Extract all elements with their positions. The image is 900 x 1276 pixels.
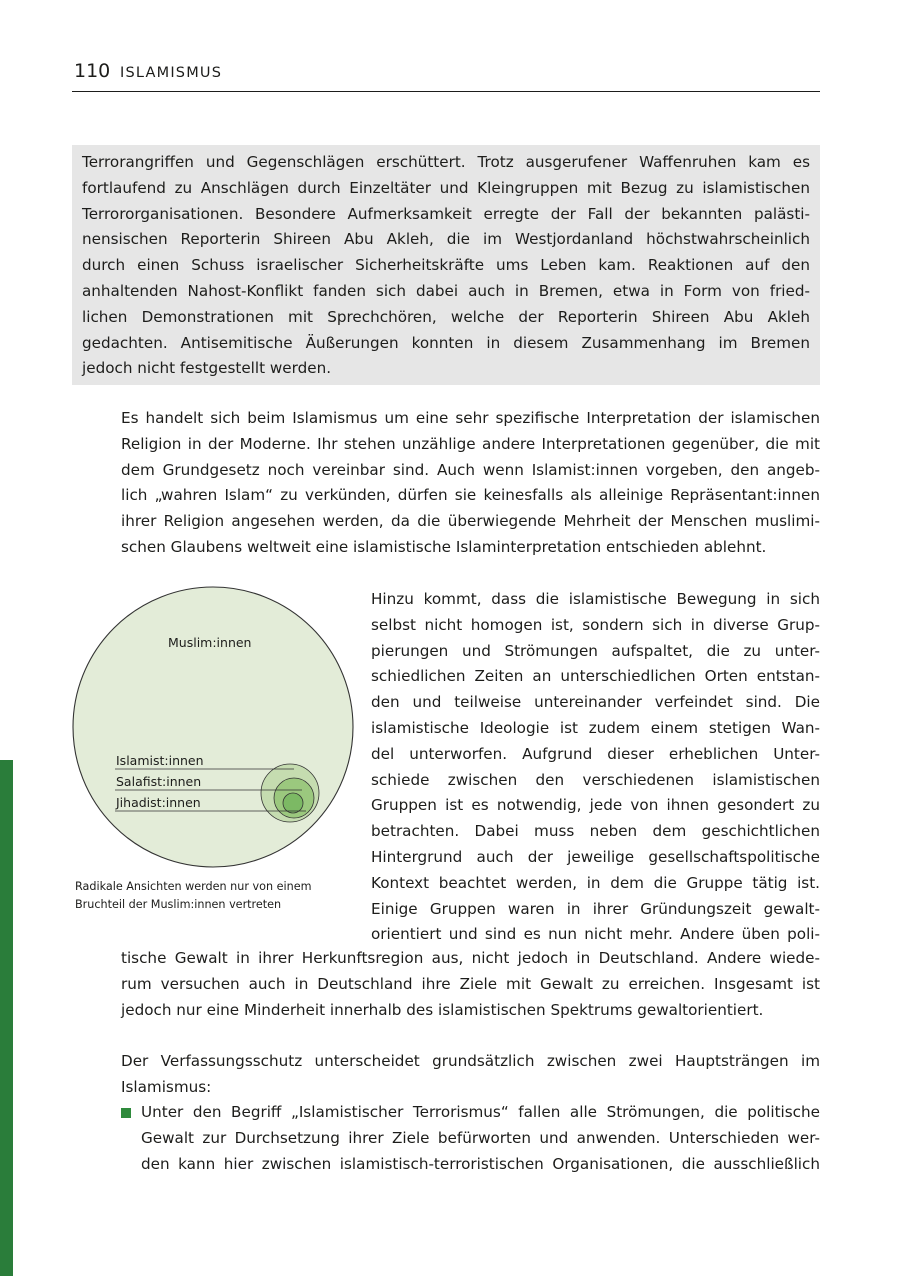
- text-line: durch einen Schuss israelischer Sicherheitskräfte ums Leben kam. Reaktionen auf den: [82, 256, 810, 275]
- text-line: selbst nicht homogen ist, sondern sich in diverse Grup-: [371, 615, 820, 634]
- text-line: islamistische Ideologie ist zudem einem stetigen Wan-: [371, 718, 820, 737]
- text-line: nensischen Reporterin Shireen Abu Akleh, die im Westjordanland höchstwahrscheinlich: [82, 230, 810, 249]
- text-line: Einige Gruppen waren in ihrer Gründungszeit gewalt-: [371, 899, 820, 918]
- text-line: lich „wahren Islam“ zu verkünden, dürfen sie keinesfalls als alleinige Repräsentant:innen: [121, 486, 820, 505]
- paragraph-movement-wrapped: [371, 587, 820, 948]
- text-line: lichen Demonstrationen mit Sprechchören, welche der Reporterin Shireen Abu Akleh: [82, 307, 810, 326]
- text-line: Unter den Begriff „Islamistischer Terrorismus“ fallen alle Strömungen, die politische: [141, 1103, 820, 1121]
- text-line: schiedlichen Zeiten an unterschiedlichen Orten entstan-: [371, 667, 820, 686]
- text-line: Der Verfassungsschutz unterscheidet grundsätzlich zwischen zwei Hauptsträngen im: [121, 1052, 820, 1070]
- text-line: betrachten. Dabei muss neben dem geschichtlichen: [371, 822, 820, 841]
- text-line: rum versuchen auch in Deutschland ihre Ziele mit Gewalt zu erreichen. Insgesamt ist: [121, 974, 820, 993]
- text-line: anhaltenden Nahost-Konflikt fanden sich dabei auch in Bremen, etwa in Form von fried-: [82, 281, 810, 300]
- paragraph-verfassungsschutz: [121, 1049, 820, 1101]
- text-line: Hintergrund auch der jeweilige gesellschaftspolitische: [371, 847, 820, 866]
- paragraph-movement-continued: [121, 946, 820, 1023]
- text-line: ihrer Religion angesehen werden, da die überwiegende Mehrheit der Menschen muslimi-: [121, 512, 820, 531]
- muslims-circle: [73, 587, 353, 867]
- jihadists-label: Jihadist:innen: [116, 795, 201, 810]
- islamists-label: Islamist:innen: [116, 753, 204, 768]
- text-line: Kontext beachtet werden, in dem die Gruppe tätig ist.: [371, 873, 820, 892]
- bullet-item-terrorism: [141, 1100, 820, 1177]
- text-line: Es handelt sich beim Islamismus um eine sehr spezifische Interpretation der islamischen: [121, 409, 820, 427]
- text-line: Islamismus:: [121, 1077, 212, 1096]
- bullet-square-icon: [121, 1108, 131, 1118]
- jihadists-circle: [283, 793, 303, 813]
- caption-line: Radikale Ansichten werden nur von einem: [75, 880, 312, 893]
- highlight-box-text: [82, 150, 810, 382]
- text-line: den kann hier zwischen islamistisch-terroristischen Organisationen, die ausschließlich: [141, 1154, 820, 1173]
- text-line: jedoch nicht festgestellt werden.: [82, 359, 332, 378]
- text-line: pierungen und Strömungen aufspaltet, die zu unter-: [371, 641, 820, 660]
- text-line: gedachten. Antisemitische Äußerungen konnten in diesem Zusammenhang im Bremen: [82, 333, 810, 352]
- text-line: schen Glaubens weltweit eine islamistische Islaminterpretation entschieden ablehnt.: [121, 537, 767, 556]
- text-line: Terrororganisationen. Besondere Aufmerksamkeit erregte der Fall der bekannten palästi-: [82, 204, 810, 223]
- chapter-color-bar: [0, 760, 13, 1276]
- diagram-caption: [75, 878, 345, 913]
- text-line: del unterworfen. Aufgrund dieser erheblichen Unter-: [371, 744, 820, 763]
- text-line: orientiert und sind es nun nicht mehr. Andere üben poli-: [371, 925, 820, 944]
- caption-line: Bruchteil der Muslim:innen vertreten: [75, 897, 282, 911]
- text-line: den und teilweise untereinander verfeindet sind. Die: [371, 693, 820, 712]
- text-line: jedoch nur eine Minderheit innerhalb des islamistischen Spektrums gewaltorientiert.: [121, 1000, 764, 1019]
- salafists-label: Salafist:innen: [116, 774, 202, 789]
- muslims-label: Muslim:innen: [168, 635, 252, 650]
- running-head: ISLAMISMUS: [120, 65, 223, 81]
- text-line: Terrorangriffen und Gegenschlägen erschüttert. Trotz ausgerufener Waffenruhen kam es: [82, 153, 810, 171]
- muslims-islamists-diagram: [70, 585, 360, 870]
- text-line: schiede zwischen den verschiedenen islamistischen: [371, 770, 820, 789]
- text-line: Religion in der Moderne. Ihr stehen unzählige andere Interpretationen gegenüber, die mit: [121, 434, 820, 453]
- text-line: Hinzu kommt, dass die islamistische Bewegung in sich: [371, 590, 820, 608]
- text-line: Gruppen ist es notwendig, jede von ihnen gesondert zu: [371, 796, 820, 815]
- page-number: 110: [74, 60, 111, 82]
- text-line: tische Gewalt in ihrer Herkunftsregion aus, nicht jedoch in Deutschland. Andere wiede-: [121, 949, 820, 967]
- text-line: dem Grundgesetz noch vereinbar sind. Auch wenn Islamist:innen vorgeben, den angeb-: [121, 460, 820, 479]
- page-header: [72, 58, 820, 92]
- text-line: fortlaufend zu Anschlägen durch Einzeltäter und Kleingruppen mit Bezug zu islamistischen: [82, 178, 810, 197]
- paragraph-islamism-definition: [121, 406, 820, 561]
- text-line: Gewalt zur Durchsetzung ihrer Ziele befürworten und anwenden. Unterschieden wer-: [141, 1128, 820, 1147]
